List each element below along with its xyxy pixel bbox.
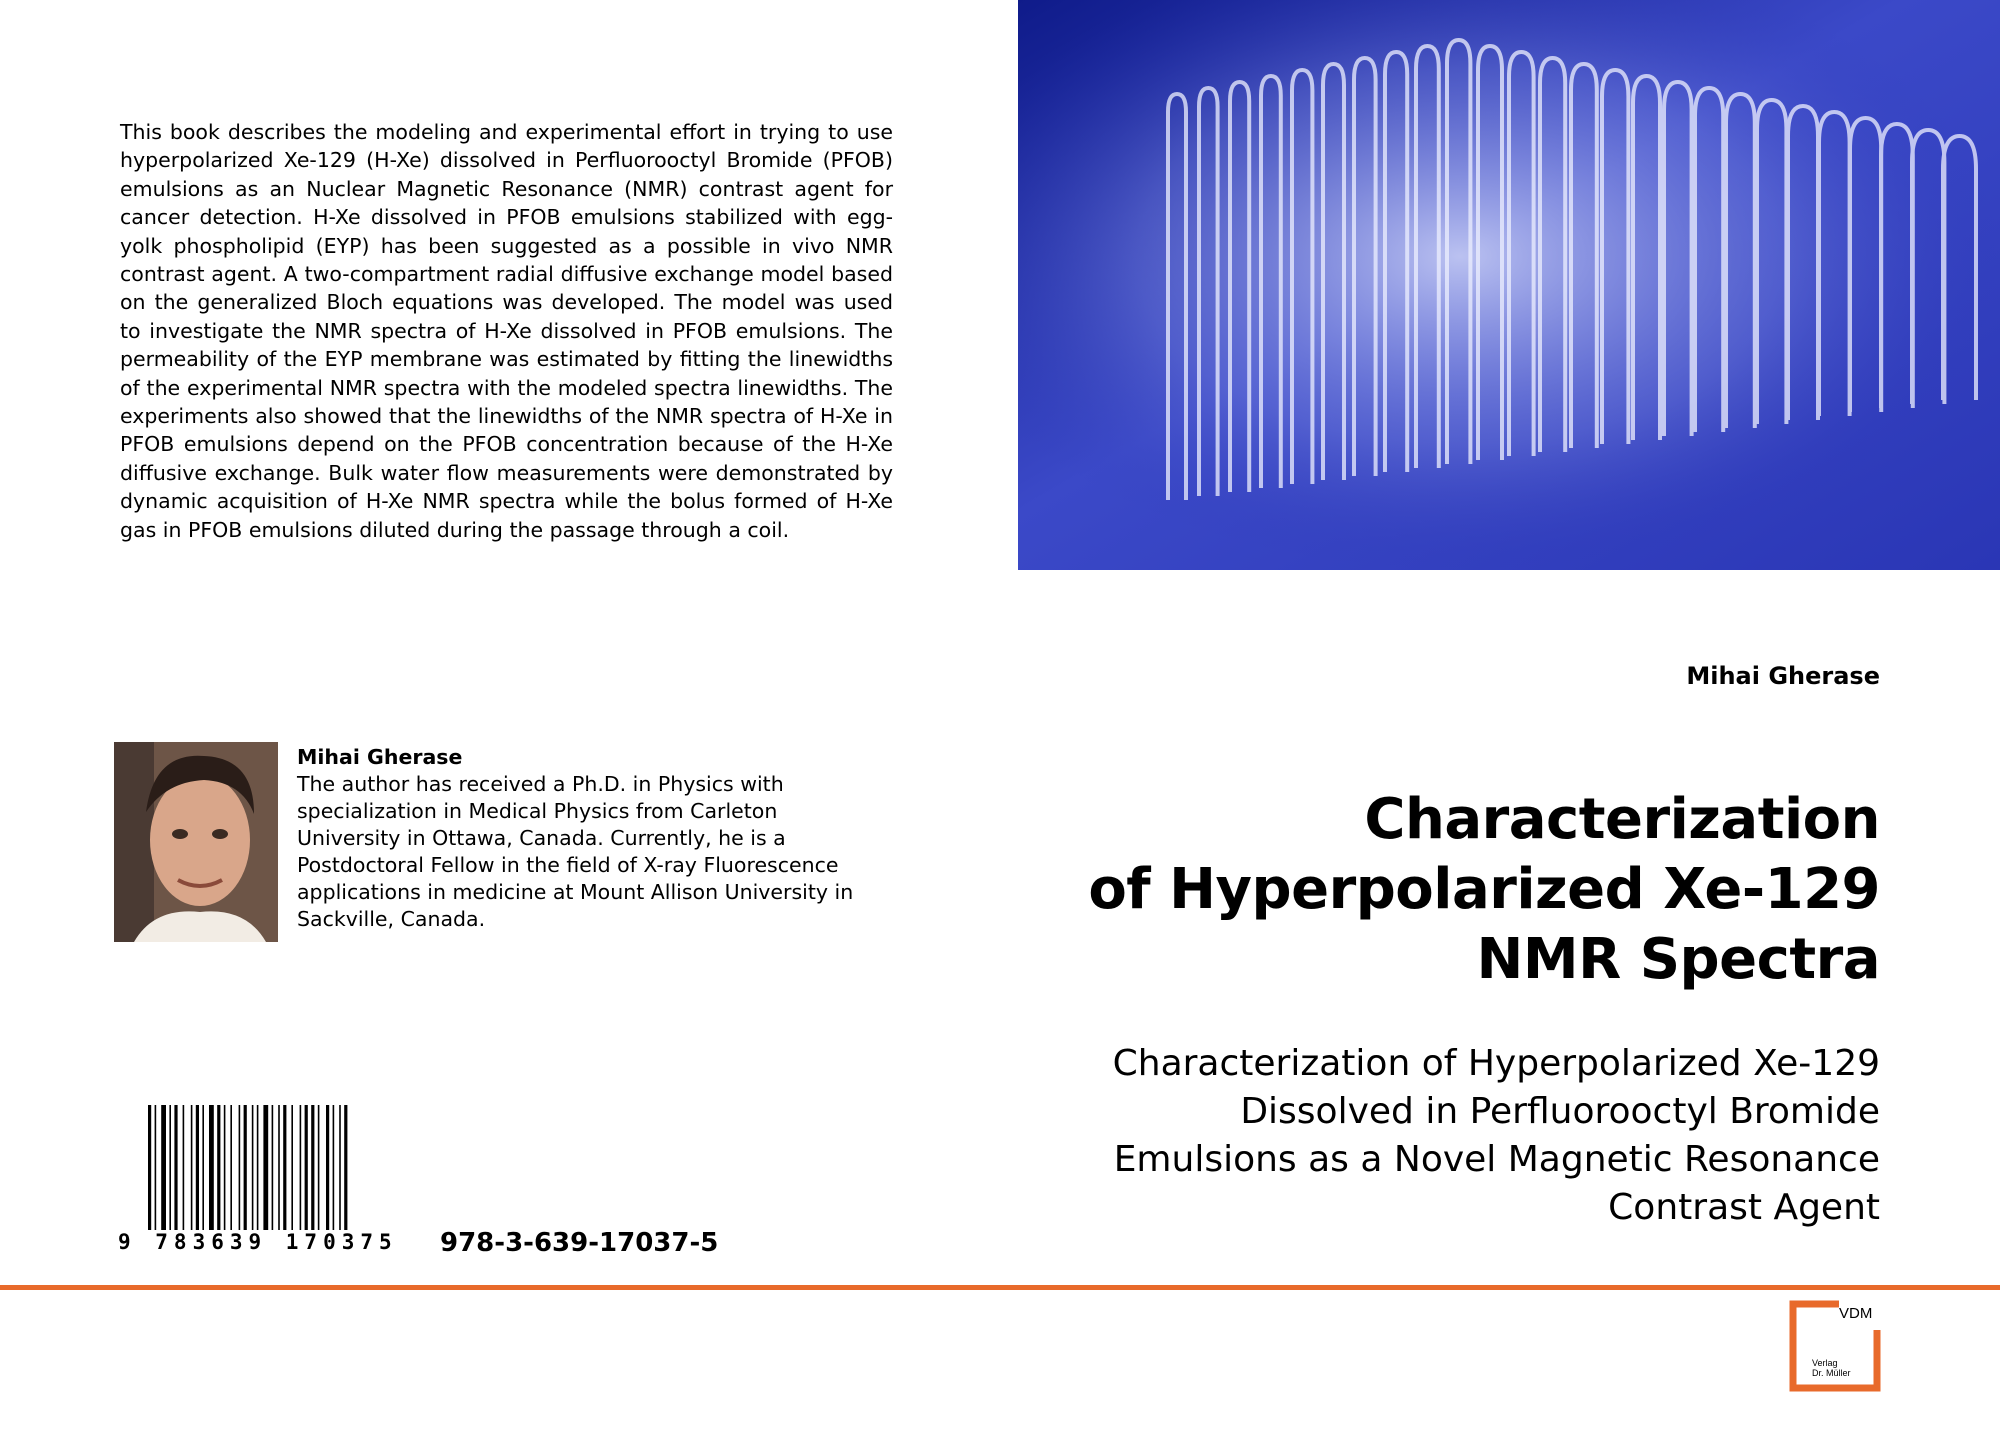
title-line: NMR Spectra xyxy=(1476,927,1880,992)
barcode-bar xyxy=(300,1105,302,1230)
barcode-bar xyxy=(272,1105,274,1230)
barcode-bar xyxy=(202,1105,204,1230)
barcode-bar xyxy=(318,1105,320,1230)
barcode-bar xyxy=(174,1105,177,1230)
barcode-digits: 9 783639 170375 xyxy=(118,1230,398,1254)
barcode-bar xyxy=(169,1105,171,1230)
isbn: 978-3-639-17037-5 xyxy=(440,1228,719,1258)
back-cover-blurb: This book describes the modeling and experimental effort in trying to use hyperpolarized Xe-129 (H-Xe) dissolved in Perfluorooctyl Bromide (PFOB) emulsions as an Nuclear Magnetic Resonance (NMR) contrast agent for cancer detection. H-Xe dissolved in PFOB emulsions stabilized with egg-yolk phospholipid (EYP) has been suggested as a possible in vivo NMR contrast agent. A two-compartment radial diffusive exchange model based on the generalized Bloch equations was developed. The model was used to investigate the NMR spectra of H-Xe dissolved in PFOB emulsions. The permeability of the EYP membrane was estimated by fitting the linewidths of the experimental NMR spectra with the modeled spectra linewidths. The experiments also showed that the linewidths of the NMR spectra of H-Xe in PFOB emulsions depend on the PFOB concentration because of the H-Xe diffusive exchange. Bulk water flow measurements were demonstrated by dynamic acquisition of H-Xe NMR spectra while the bolus formed of H-Xe gas in PFOB emulsions diluted during the passage through a coil. xyxy=(120,120,893,542)
book-subtitle xyxy=(980,1040,1880,1232)
barcode-bar xyxy=(252,1105,254,1230)
barcode-bar xyxy=(239,1105,241,1230)
cover-photo xyxy=(1018,0,2000,570)
subtitle-line: Emulsions as a Novel Magnetic Resonance xyxy=(1113,1139,1880,1180)
barcode-bar xyxy=(244,1105,247,1230)
bio-author-name: Mihai Gherase xyxy=(297,745,463,769)
barcode-bar xyxy=(278,1105,280,1230)
barcode-bar xyxy=(224,1105,226,1230)
barcode-bar xyxy=(339,1105,341,1230)
barcode-bar xyxy=(283,1105,286,1230)
author-photo xyxy=(114,742,278,942)
title-line: Characterization xyxy=(1364,787,1880,852)
subtitle-line: Dissolved in Perfluorooctyl Bromide xyxy=(1240,1091,1880,1132)
barcode-bar xyxy=(230,1105,232,1230)
author-bio xyxy=(297,744,857,933)
barcode-bar xyxy=(326,1105,329,1230)
orange-divider xyxy=(0,1285,2000,1290)
bio-text: The author has received a Ph.D. in Physics with specialization in Medical Physics from Carleton University in Ottawa, Canada. Currently, he is a Postdoctoral Fellow in the field of X-ray Fluorescence applications in medicine at Mount Allison University in Sackville, Canada. xyxy=(297,772,854,931)
barcode-bar xyxy=(155,1105,157,1230)
barcode-bar xyxy=(344,1105,347,1230)
barcode-bar xyxy=(196,1105,199,1230)
barcode-bar xyxy=(209,1105,214,1230)
publisher-logo-text: VDM xyxy=(1839,1305,1873,1322)
title-line: of Hyperpolarized Xe-129 xyxy=(1088,857,1880,922)
publisher-logo-subtext: Verlag Dr. Müller xyxy=(1812,1358,1851,1378)
barcode-bar xyxy=(161,1105,166,1230)
barcode-bar xyxy=(305,1105,308,1230)
barcode-bar xyxy=(291,1105,293,1230)
front-author-name: Mihai Gherase xyxy=(1686,662,1880,690)
barcode-bar xyxy=(148,1105,151,1230)
subtitle-line: Contrast Agent xyxy=(1608,1187,1880,1228)
barcode-bar xyxy=(333,1105,335,1230)
barcode-bar xyxy=(257,1105,259,1230)
barcode-bar xyxy=(191,1105,193,1230)
barcode-bar xyxy=(183,1105,185,1230)
barcode-bar xyxy=(263,1105,268,1230)
barcode-bar xyxy=(311,1105,314,1230)
barcode-bar xyxy=(217,1105,220,1230)
book-title xyxy=(980,785,1880,995)
subtitle-line: Characterization of Hyperpolarized Xe-129 xyxy=(1112,1043,1880,1084)
